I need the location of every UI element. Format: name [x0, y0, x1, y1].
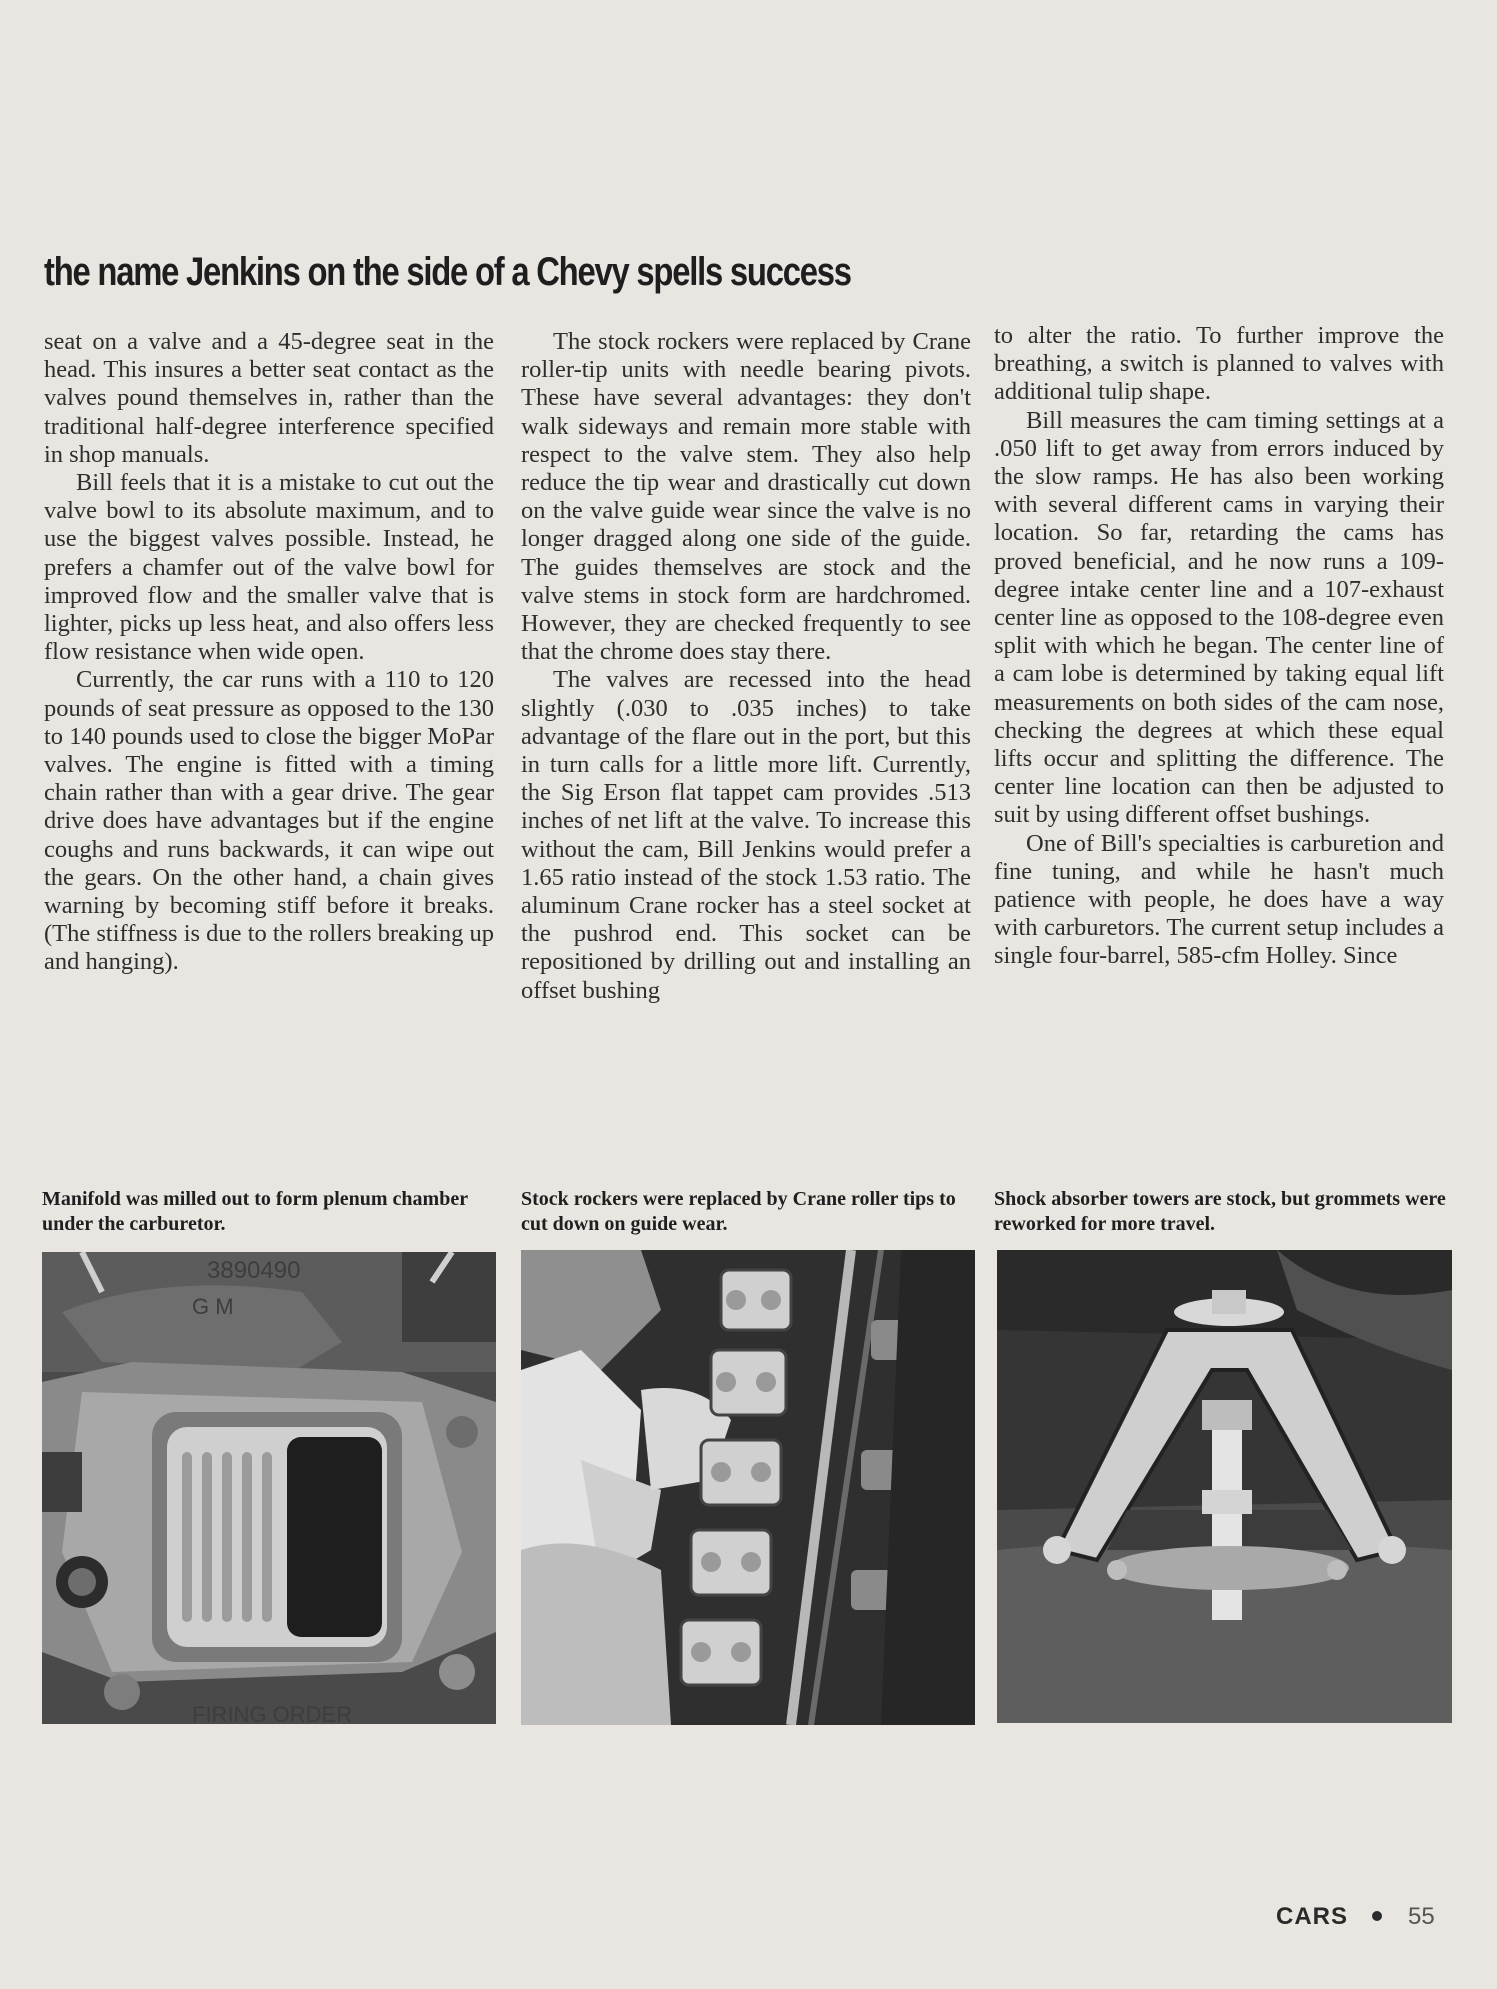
photo-caption-shock-towers: Shock absorber towers are stock, but grommets were reworked for more travel. — [994, 1188, 1446, 1235]
text-column-2 — [521, 328, 971, 1005]
text-column-3 — [994, 322, 1444, 971]
magazine-name: CARS — [1276, 1903, 1349, 1930]
page-number: 55 — [1408, 1903, 1435, 1930]
intake-manifold-image — [42, 1252, 496, 1724]
paragraph: The valves are recessed into the head slightly (.030 to .035 inches) to take advantage of the flare out in the port, but this in turn calls for a little more lift. Currently, the Sig Erson flat tappet cam provides .513 inches of net lift at the valve. To increase this without the cam, Bill Jenkins would prefer a 1.65 ratio instead of the stock 1.53 ratio. The aluminum Crane rocker has a steel socket at the pushrod end. This socket can be repositioned by drilling out and installing an offset bushing — [521, 666, 971, 1004]
paragraph: seat on a valve and a 45-degree seat in the head. This insures a better seat contact as the valves pound themselves in, rather than the traditional half-degree interference specified in shop manuals. — [44, 328, 494, 468]
paragraph: Currently, the car runs with a 110 to 120 pounds of seat pressure as opposed to the 130 to 140 pounds used to close the bigger MoPar valves. The engine is fitted with a timing chain rather than with a gear drive. The gear drive does have advantages but if the engine coughs and runs backwards, it can wipe out the gears. On the other hand, a chain gives warning by becoming stiff before it breaks. (The stiffness is due to the rollers breaking up and hanging). — [44, 666, 494, 976]
paragraph: Bill measures the cam timing settings at a .050 lift to get away from errors induced by the slow ramps. He has also been working with several different cams in varying their location. So far, retarding the cams has proved beneficial, and he now runs a 109-degree intake center line and a 107-exhaust center line as opposed to the 108-degree even split with which he began. The center line of a cam lobe is determined by taking equal lift measurements on both sides of the cam nose, checking the degrees at which these equal lifts occur and splitting the difference. The center line location can then be adjusted to suit by using different offset bushings. — [994, 406, 1444, 829]
roller-rockers-image — [521, 1250, 975, 1725]
shock-tower-image — [997, 1250, 1452, 1723]
paragraph: The stock rockers were replaced by Crane roller-tip units with needle bearing pivots. These have several advantages: they don't walk sideways and remain more stable with respect to the valve stem. They also help reduce the tip wear and drastically cut down on the valve guide wear since the valve is no longer dragged along one side of the guide. The guides themselves are stock and the valve stems in stock form are hardchromed. However, they are checked frequently to see that the chrome does stay there. — [521, 328, 971, 666]
photo-caption-rockers: Stock rockers were replaced by Crane roller tips to cut down on guide wear. — [521, 1188, 956, 1235]
paragraph: to alter the ratio. To further improve the breathing, a switch is planned to valves with additional tulip shape. — [994, 322, 1444, 406]
text-column-1 — [44, 328, 494, 977]
paragraph: Bill feels that it is a mistake to cut out the valve bowl to its absolute maximum, and to use the biggest valves possible. Instead, he prefers a chamfer out of the valve bowl for improved flow and the smaller valve that is lighter, picks up less heat, and also offers less flow resistance when wide open. — [44, 469, 494, 666]
casting-number: 3890490 — [207, 1257, 301, 1284]
page-footer — [1276, 1903, 1435, 1931]
photo-shock-tower — [997, 1250, 1452, 1723]
bullet-dot — [1372, 1911, 1382, 1921]
photo-intake-manifold — [42, 1252, 496, 1724]
article-headline: the name Jenkins on the side of a Chevy spells success — [44, 250, 851, 294]
paragraph: One of Bill's specialties is carburetion and fine tuning, and while he hasn't much patience with people, he does have a way with carburetors. The current setup includes a single four-barrel, 585-cfm Holley. Since — [994, 829, 1444, 970]
casting-gm-mark: G M — [192, 1294, 234, 1319]
photo-roller-rockers — [521, 1250, 975, 1725]
photo-caption-manifold: Manifold was milled out to form plenum chamber under the carburetor. — [42, 1188, 468, 1235]
casting-firing-order: FIRING ORDER — [192, 1702, 353, 1724]
